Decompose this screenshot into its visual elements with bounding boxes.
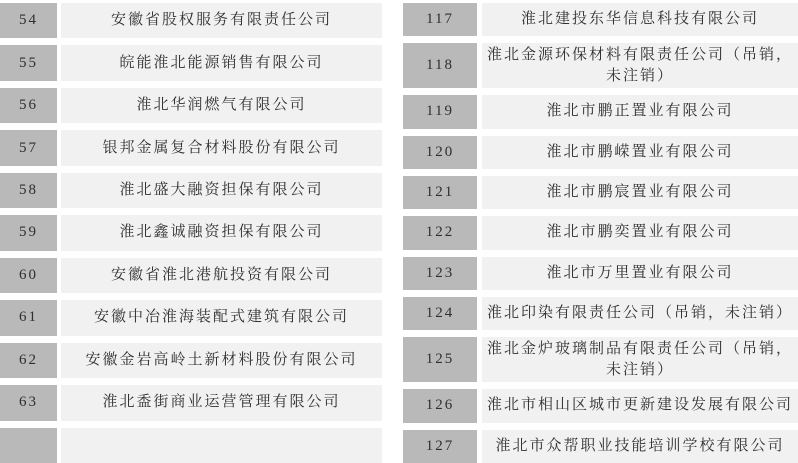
company-name-cell: 淮北市鹏奕置业有限公司 (482, 216, 798, 249)
row-number-cell: 55 (0, 45, 57, 80)
row-number-cell: 122 (403, 216, 477, 249)
table-row (0, 173, 382, 208)
row-number-cell: 58 (0, 173, 57, 208)
company-table-right (403, 3, 798, 463)
table-row (0, 428, 382, 463)
table-row (403, 43, 798, 88)
row-number-cell: 59 (0, 215, 57, 250)
table-row (403, 95, 798, 128)
row-number-cell (0, 428, 57, 463)
table-row (403, 136, 798, 169)
row-number-cell: 62 (0, 343, 57, 378)
table-row (0, 343, 382, 378)
row-number-cell: 118 (403, 43, 477, 88)
table-row (0, 130, 382, 165)
company-name-cell: 淮北市鹏嵘置业有限公司 (482, 136, 798, 169)
row-number-cell: 127 (403, 430, 477, 463)
company-name-cell: 安徽省淮北港航投资有限公司 (61, 258, 382, 293)
company-name-cell: 淮北华润燃气有限公司 (61, 88, 382, 123)
table-row (0, 88, 382, 123)
table-row (403, 216, 798, 249)
company-name-cell: 淮北盉街商业运营管理有限公司 (61, 385, 382, 420)
row-number-cell: 123 (403, 257, 477, 290)
table-row (0, 258, 382, 293)
row-number-cell: 126 (403, 389, 477, 422)
company-name-cell: 安徽省股权服务有限责任公司 (61, 3, 382, 38)
company-name-cell: 皖能淮北能源销售有限公司 (61, 45, 382, 80)
company-table-left (0, 3, 382, 463)
company-name-cell: 银邦金属复合材料股份有限公司 (61, 130, 382, 165)
table-row (403, 297, 798, 330)
row-number-cell: 119 (403, 95, 477, 128)
row-number-cell: 125 (403, 337, 477, 382)
row-number-cell: 57 (0, 130, 57, 165)
row-number-cell: 60 (0, 258, 57, 293)
row-number-cell: 54 (0, 3, 57, 38)
table-row (0, 215, 382, 250)
company-name-cell: 安徽金岩高岭土新材料股份有限公司 (61, 343, 382, 378)
company-name-cell: 淮北市万里置业有限公司 (482, 257, 798, 290)
company-name-cell: 淮北市鹏宸置业有限公司 (482, 176, 798, 209)
company-name-cell: 淮北鑫诚融资担保有限公司 (61, 215, 382, 250)
table-row (403, 176, 798, 209)
table-row (0, 385, 382, 420)
row-number-cell: 56 (0, 88, 57, 123)
company-name-cell: 淮北市鹏正置业有限公司 (482, 95, 798, 128)
company-name-cell: 淮北市众帮职业技能培训学校有限公司 (482, 430, 798, 463)
row-number-cell: 63 (0, 385, 57, 420)
row-number-cell: 124 (403, 297, 477, 330)
table-row (0, 300, 382, 335)
table-row (403, 430, 798, 463)
table-row (403, 389, 798, 422)
company-name-cell: 淮北盛大融资担保有限公司 (61, 173, 382, 208)
company-name-cell: 淮北金炉玻璃制品有限责任公司（吊销，未注销） (482, 337, 798, 382)
company-name-cell: 淮北金源环保材料有限责任公司（吊销，未注销） (482, 43, 798, 88)
row-number-cell: 120 (403, 136, 477, 169)
company-name-cell: 淮北建投东华信息科技有限公司 (482, 3, 798, 36)
row-number-cell: 117 (403, 3, 477, 36)
row-number-cell: 61 (0, 300, 57, 335)
table-row (403, 257, 798, 290)
row-number-cell: 121 (403, 176, 477, 209)
table-row (403, 3, 798, 36)
table-row (0, 3, 382, 38)
table-row (0, 45, 382, 80)
company-name-cell: 淮北印染有限责任公司（吊销，未注销） (482, 297, 798, 330)
company-name-cell: 安徽中冶淮海装配式建筑有限公司 (61, 300, 382, 335)
company-name-cell: 淮北市相山区城市更新建设发展有限公司 (482, 389, 798, 422)
table-row (403, 337, 798, 382)
company-name-cell (61, 428, 382, 463)
